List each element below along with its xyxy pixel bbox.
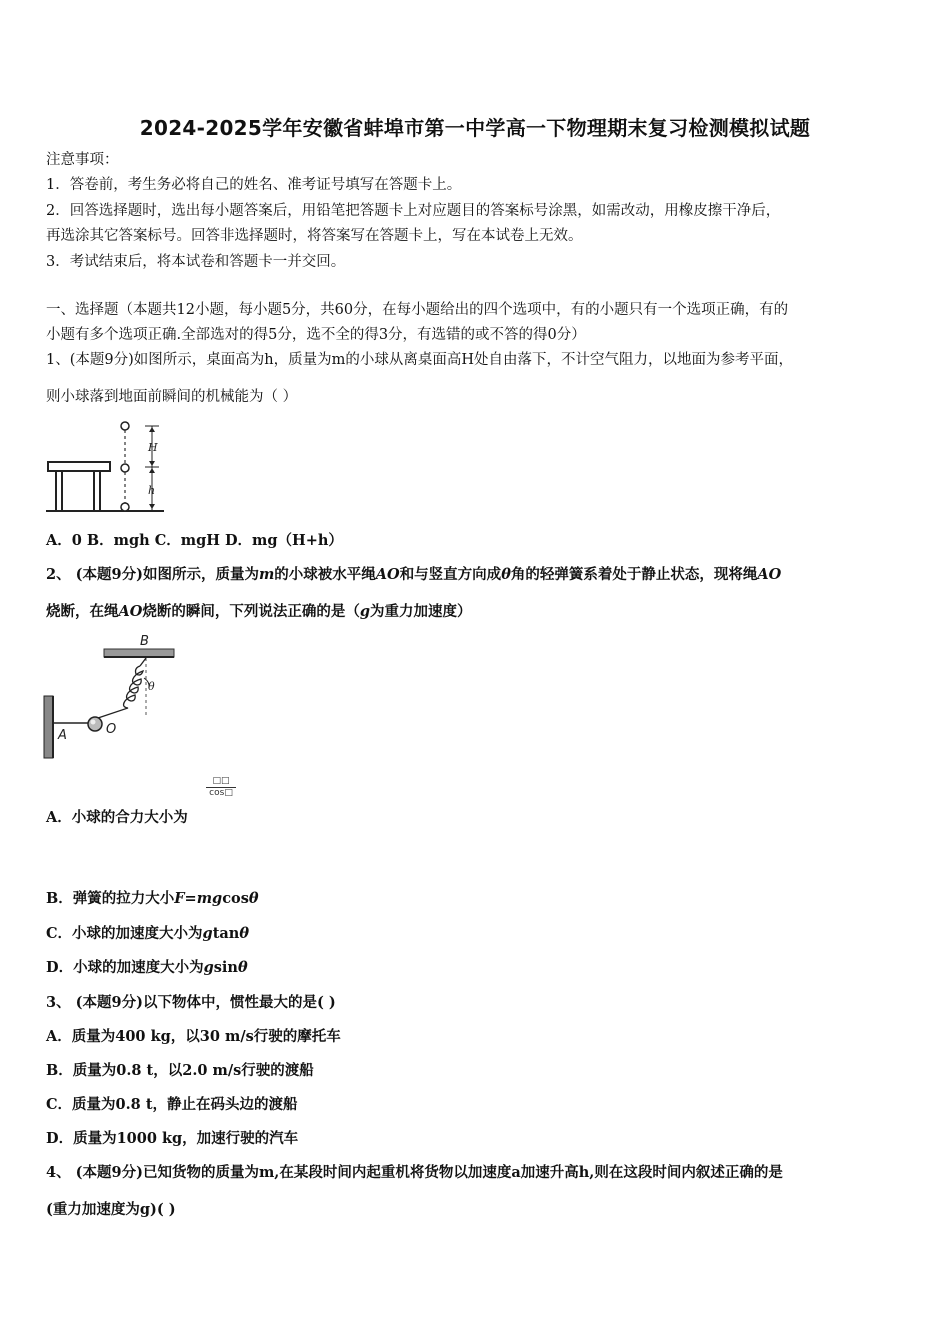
section-instructions: 一、选择题（本题共12小题，每小题5分，共60分，在每小题给出的四个选项中，有的小题只有一个选项正确，有的: [46, 302, 789, 318]
page-title: 2024-2025学年安徽省蚌埠市第一中学高一下物理期末复习检测模拟试题: [139, 116, 811, 140]
q2-spring-ball-figure: [40, 628, 190, 763]
question-4-stem: 4、 (本题9分)已知货物的质量为m,在某段时间内起重机将货物以加速度a加速升高h,则在这段时间内叙述正确的是: [46, 1164, 783, 1181]
label-H: H: [148, 441, 158, 454]
label-h: h: [148, 484, 156, 497]
notice-heading: 注意事项：: [46, 152, 119, 168]
question-2-option-c: C．小球的加速度大小为gtanθ: [46, 925, 249, 942]
question-3-option-b: B．质量为0.8 t，以2.0 m/s行驶的渡船: [46, 1062, 314, 1079]
question-1-options: A．0 B．mgh C．mgH D．mg（H+h）: [46, 532, 343, 549]
label-O: O: [106, 722, 117, 737]
notice-item: 再选涂其它答案标号。回答非选择题时，将答案写在答题卡上，写在本试卷上无效。: [46, 228, 583, 244]
question-2-option-d: D．小球的加速度大小为gsinθ: [46, 959, 248, 976]
notice-item: 1．答卷前，考生务必将自己的姓名、准考证号填写在答题卡上。: [46, 177, 462, 193]
notice-item: 3．考试结束后，将本试卷和答题卡一并交回。: [46, 254, 346, 270]
question-3-option-c: C．质量为0.8 t，静止在码头边的渡船: [46, 1096, 298, 1113]
question-2-option-b: B．弹簧的拉力大小F=mgcosθ: [46, 890, 259, 907]
label-A: A: [58, 728, 67, 743]
label-theta: θ: [148, 680, 155, 693]
question-2-option-a: A．小球的合力大小为: [46, 809, 188, 826]
option-a-fraction: □□ cos□: [206, 776, 236, 799]
question-2-stem: 2、 (本题9分)如图所示，质量为m的小球被水平绳AO和与竖直方向成θ角的轻弹簧系着处于静止状态，现将绳AO: [46, 566, 782, 583]
question-2-stem: 烧断，在绳AO烧断的瞬间，下列说法正确的是（g为重力加速度）: [46, 603, 472, 620]
question-3-stem: 3、 (本题9分)以下物体中，惯性最大的是( ): [46, 994, 336, 1011]
question-4-stem: (重力加速度为g)( ): [46, 1201, 176, 1218]
notice-item: 2．回答选择题时，选出每小题答案后，用铅笔把答题卡上对应题目的答案标号涂黑，如需改动，用橡皮擦干净后，: [46, 203, 781, 219]
section-instructions: 小题有多个选项正确.全部选对的得5分，选不全的得3分，有选错的或不答的得0分）: [46, 327, 586, 343]
question-1-stem: 则小球落到地面前瞬间的机械能为（ ）: [46, 389, 298, 405]
question-3-option-d: D．质量为1000 kg，加速行驶的汽车: [46, 1130, 299, 1147]
question-1-stem: 1、(本题9分)如图所示，桌面高为h，质量为m的小球从离桌面高H处自由落下，不计空气阻力，以地面为参考平面，: [46, 352, 793, 368]
question-3-option-a: A．质量为400 kg，以30 m/s行驶的摩托车: [46, 1028, 341, 1045]
q1-table-ball-figure: [44, 418, 174, 516]
label-B: B: [140, 634, 149, 649]
